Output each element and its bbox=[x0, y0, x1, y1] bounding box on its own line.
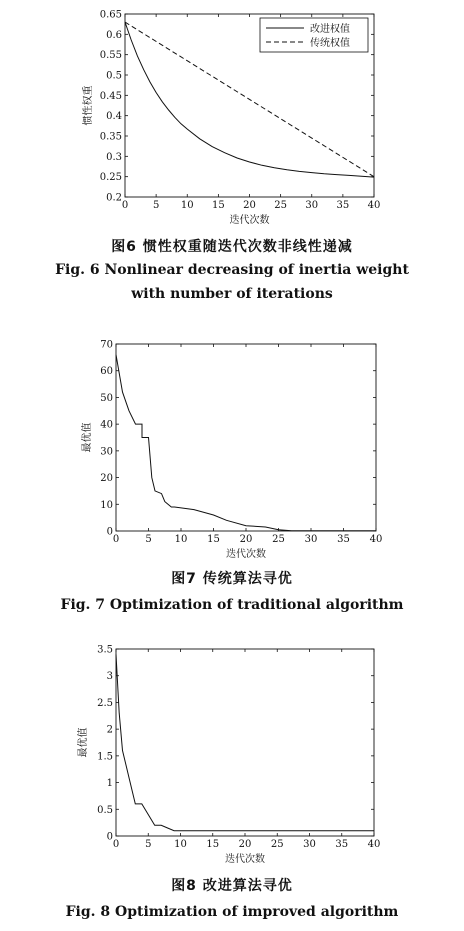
y-tick-label: 0.45 bbox=[99, 90, 122, 102]
y-tick-label: 0 bbox=[106, 526, 113, 538]
y-tick-label: 30 bbox=[100, 446, 113, 458]
x-tick-label: 5 bbox=[152, 200, 160, 211]
y-tick-label: 60 bbox=[100, 366, 113, 378]
x-tick-label: 0 bbox=[112, 534, 120, 545]
x-tick-label: 0 bbox=[121, 200, 129, 211]
x-axis-label: 迭代次数 bbox=[226, 549, 266, 560]
y-axis-label: 最优值 bbox=[78, 727, 89, 758]
x-tick-label: 20 bbox=[243, 200, 256, 211]
x-tick-label: 5 bbox=[145, 534, 152, 545]
x-tick-label: 20 bbox=[238, 839, 252, 850]
y-tick-label: 40 bbox=[100, 419, 113, 431]
figure-8-caption-en: Fig. 8 Optimization of improved algorithm bbox=[65, 904, 399, 920]
x-tick-label: 15 bbox=[207, 534, 220, 545]
x-axis-label: 迭代次数 bbox=[229, 215, 270, 226]
y-tick-label: 70 bbox=[100, 339, 113, 351]
x-tick-label: 15 bbox=[212, 200, 225, 211]
x-tick-label: 30 bbox=[305, 200, 319, 211]
x-tick-label: 10 bbox=[180, 200, 194, 211]
x-tick-label: 25 bbox=[274, 200, 287, 211]
chart-traditional-optimization bbox=[0, 334, 464, 564]
y-tick-label: 50 bbox=[100, 392, 113, 404]
y-tick-label: 10 bbox=[100, 499, 113, 511]
x-tick-label: 30 bbox=[304, 534, 318, 545]
x-tick-label: 35 bbox=[335, 839, 349, 850]
legend-label-1: 改进权值 bbox=[310, 24, 350, 35]
chart-improved-optimization bbox=[0, 642, 464, 872]
x-tick-label: 40 bbox=[367, 200, 381, 211]
y-tick-label: 20 bbox=[100, 473, 113, 485]
x-tick-label: 10 bbox=[174, 839, 187, 850]
x-tick-label: 35 bbox=[337, 534, 350, 545]
y-tick-label: 0.3 bbox=[106, 151, 122, 163]
y-tick-label: 1.5 bbox=[97, 751, 113, 763]
y-axis-label: 惯性权重 bbox=[83, 85, 94, 126]
y-tick-label: 3.5 bbox=[97, 644, 113, 656]
legend-label-2: 传统权值 bbox=[310, 38, 350, 49]
plot-frame bbox=[116, 344, 376, 531]
x-axis-label: 迭代次数 bbox=[225, 854, 265, 865]
y-tick-label: 0.5 bbox=[97, 804, 113, 816]
y-tick-label: 0 bbox=[106, 831, 113, 843]
x-tick-label: 25 bbox=[270, 839, 284, 850]
x-tick-label: 10 bbox=[174, 534, 188, 545]
x-tick-label: 40 bbox=[367, 839, 381, 850]
figure-6-caption-en-line2: with number of iterations bbox=[131, 286, 333, 302]
x-tick-label: 40 bbox=[369, 534, 383, 545]
y-tick-label: 1 bbox=[106, 778, 113, 790]
y-tick-label: 2 bbox=[106, 724, 113, 736]
x-tick-label: 0 bbox=[112, 839, 120, 850]
y-tick-label: 0.6 bbox=[106, 29, 122, 41]
figure-7-caption-zh: 图7 传统算法寻优 bbox=[171, 571, 293, 587]
x-tick-label: 20 bbox=[239, 534, 253, 545]
x-tick-label: 35 bbox=[336, 200, 350, 211]
y-tick-label: 3 bbox=[106, 671, 113, 683]
figure-8-caption-zh: 图8 改进算法寻优 bbox=[171, 878, 293, 894]
figure-6-caption-en-line1: Fig. 6 Nonlinear decreasing of inertia weight bbox=[55, 262, 409, 278]
x-tick-label: 30 bbox=[303, 839, 316, 850]
y-tick-label: 2.5 bbox=[97, 697, 113, 709]
chart-inertia-weight bbox=[0, 0, 464, 228]
figure-7-caption-en: Fig. 7 Optimization of traditional algorithm bbox=[60, 597, 404, 613]
x-tick-label: 15 bbox=[206, 839, 220, 850]
figure-6-caption-zh: 图6 惯性权重随迭代次数非线性递减 bbox=[111, 239, 353, 255]
plot-frame bbox=[116, 649, 374, 836]
y-tick-label: 0.5 bbox=[106, 70, 122, 82]
x-tick-label: 25 bbox=[272, 534, 285, 545]
y-tick-label: 0.35 bbox=[99, 131, 122, 143]
y-tick-label: 0.65 bbox=[99, 9, 122, 21]
x-tick-label: 5 bbox=[145, 839, 152, 850]
y-tick-label: 0.4 bbox=[106, 111, 122, 123]
series-line-1 bbox=[116, 355, 376, 531]
y-tick-label: 0.2 bbox=[106, 192, 122, 204]
series-line-1 bbox=[116, 654, 374, 830]
y-tick-label: 0.25 bbox=[99, 172, 122, 184]
y-tick-label: 0.55 bbox=[99, 50, 122, 62]
y-axis-label: 最优值 bbox=[82, 422, 93, 453]
